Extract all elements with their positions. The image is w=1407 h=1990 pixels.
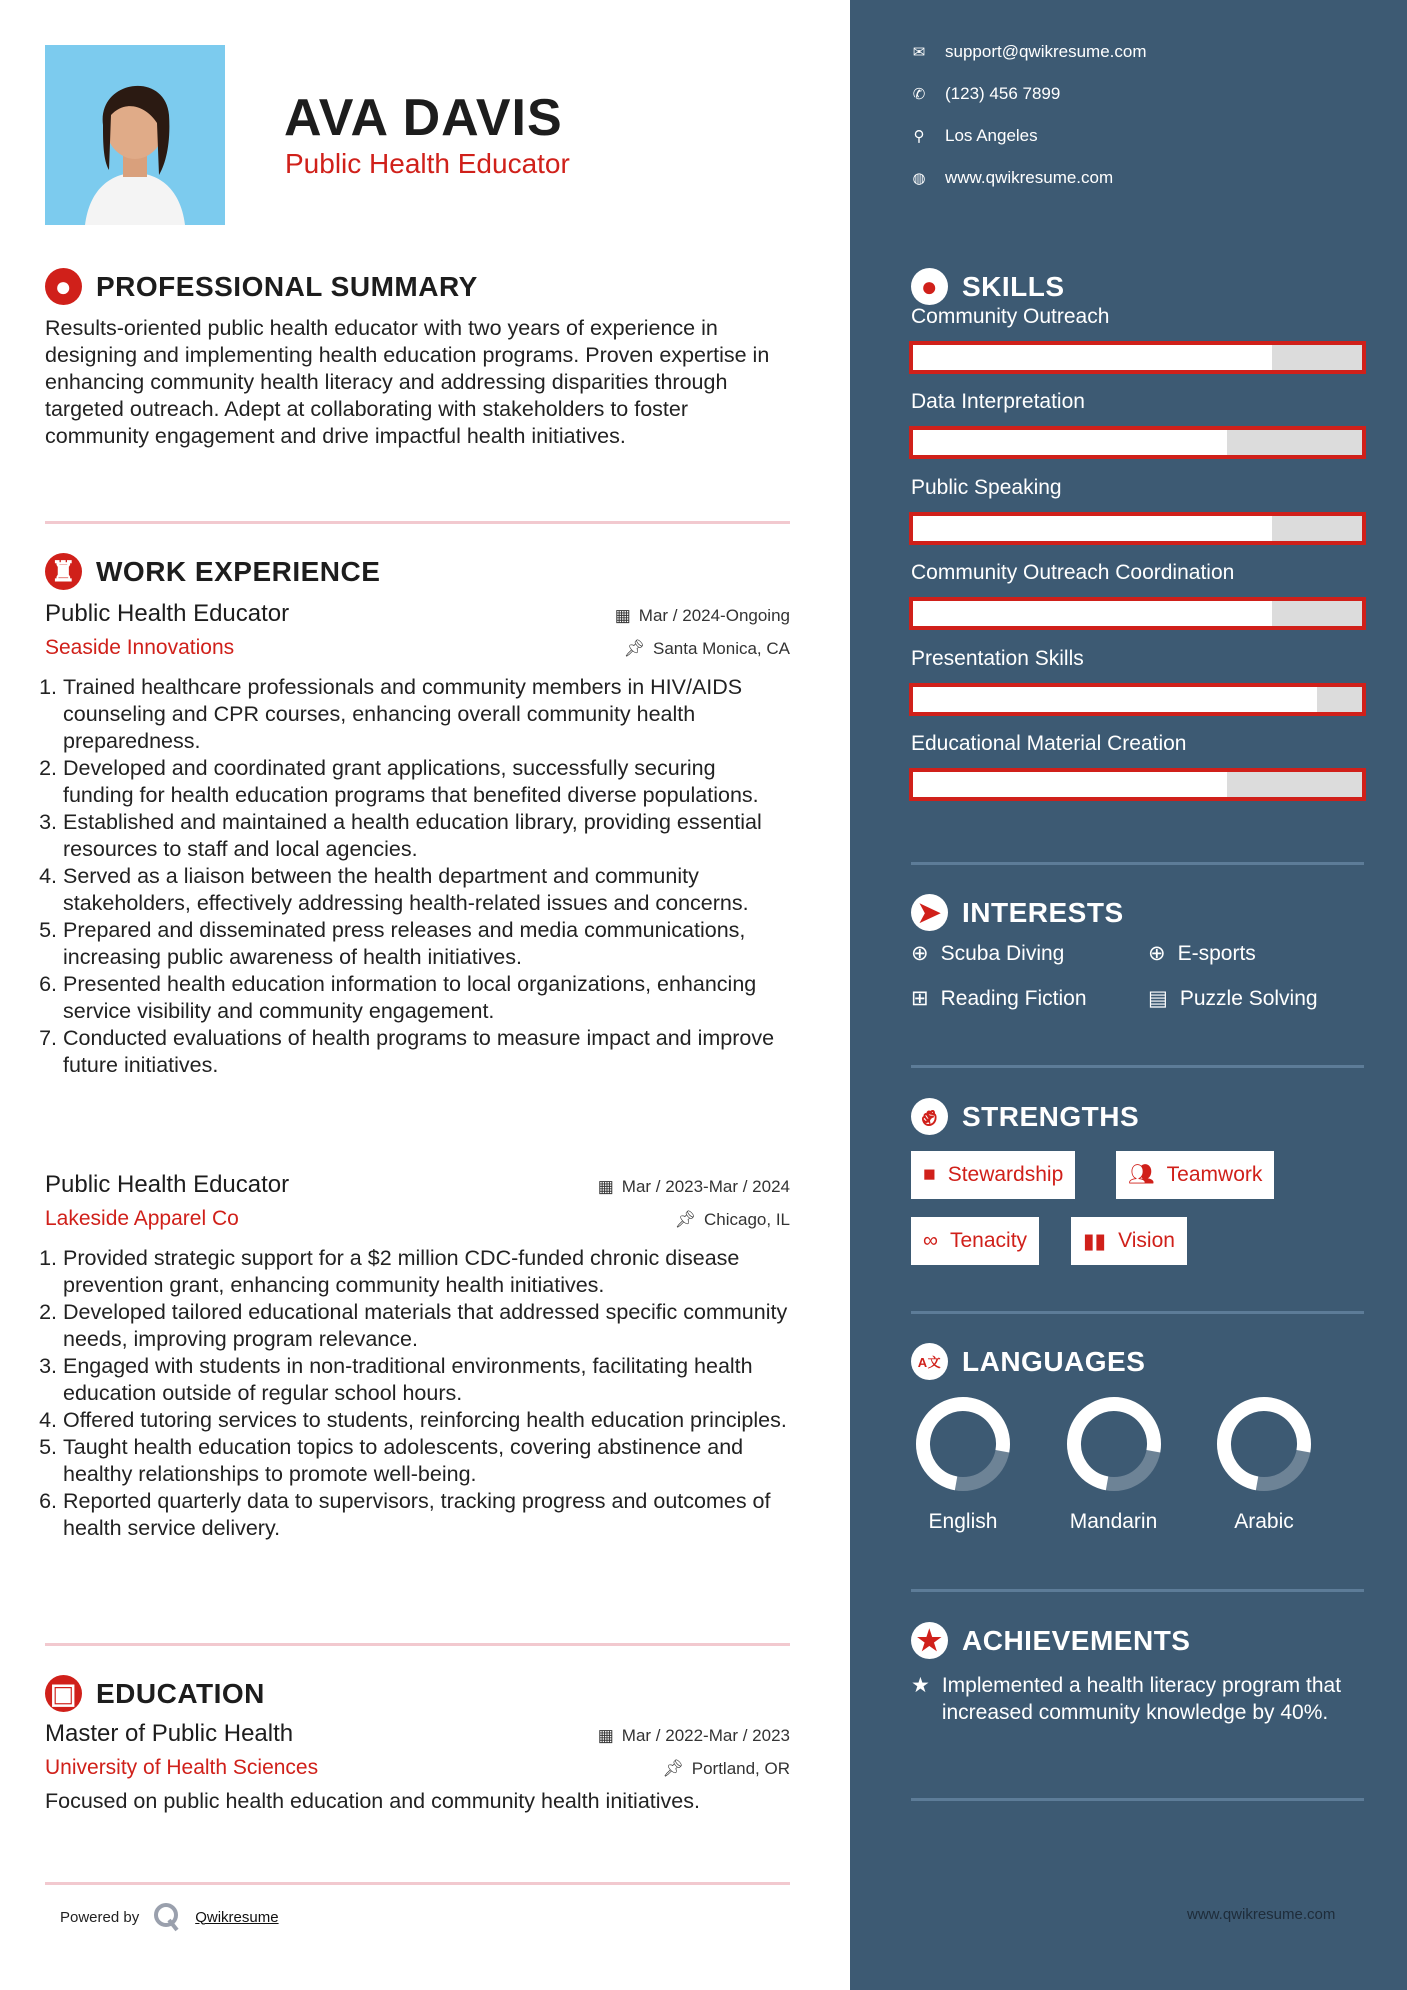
skill-bar-fill (913, 345, 1272, 370)
list-item: 5. Prepared and disseminated press releases and media communications, increasing public awareness of health initiatives. (63, 917, 790, 971)
list-item: 4. Offered tutoring services to students, reinforcing health education principles. (63, 1407, 790, 1434)
job-location-text: Chicago, IL (704, 1210, 790, 1229)
achievements-heading-text: ACHIEVEMENTS (962, 1624, 1191, 1656)
job-location (674, 1210, 790, 1230)
interest-label: Reading Fiction (940, 986, 1087, 1010)
interest-item (1148, 986, 1318, 1011)
star-badge-icon: ★ (911, 1622, 948, 1659)
strength-chip (1071, 1217, 1187, 1265)
divider (911, 862, 1364, 865)
phone-icon: ✆ (912, 86, 926, 103)
skill-bar (909, 512, 1366, 545)
language-donut (1214, 1394, 1314, 1494)
skill-bar-fill (913, 516, 1272, 541)
interest-label: E-sports (1177, 941, 1256, 965)
binoculars-icon: ▮▮ (1083, 1229, 1107, 1253)
qwikresume-logo-icon (153, 1902, 181, 1932)
skill-label: Community Outreach Coordination (911, 561, 1235, 585)
interests-heading-text: INTERESTS (962, 896, 1124, 928)
gamepad-icon: ⊞ (911, 987, 929, 1010)
divider (911, 1798, 1364, 1801)
achievement-item (911, 1672, 1351, 1726)
language-label: English (928, 1510, 998, 1533)
paper-plane-icon: ➤ (911, 894, 948, 931)
strength-label: Tenacity (949, 1229, 1028, 1252)
job-date-text: Mar / 2024-Ongoing (638, 606, 790, 625)
list-item: 3. Established and maintained a health education library, providing essential resources to staff and local agencies. (63, 809, 790, 863)
education-location: Portland, OR (691, 1759, 790, 1778)
divider (911, 1065, 1364, 1068)
skills-heading-text: SKILLS (962, 270, 1065, 302)
language-label: Arabic (1234, 1510, 1294, 1533)
skill-bar-fill (913, 601, 1272, 626)
summary-text: Results-oriented public health educator with two years of experience in designing and implementing health education programs. Proven expertise in enhancing community health literacy and addressing disparities through targeted outreach. Adept at collaborating with stakeholders to foster community engagement and drive impactful health initiatives. (45, 316, 770, 448)
globe-icon: ◍ (912, 170, 926, 187)
summary-heading (45, 268, 478, 305)
achievement-text: Implemented a health literacy program that increased community knowledge by 40%. (941, 1674, 1342, 1724)
list-item: 4. Served as a liaison between the health department and community stakeholders, effectively addressing health-related issues and concerns. (63, 863, 790, 917)
calendar-icon: ▦ (614, 606, 631, 625)
list-item: 1. Provided strategic support for a $2 million CDC-funded chronic disease prevention grant, enhancing community health initiatives. (63, 1245, 790, 1299)
skill-bar (909, 426, 1366, 459)
list-item: 7. Conducted evaluations of health programs to measure impact and improve future initiatives. (63, 1025, 790, 1079)
map-pin-icon: ⚲ (913, 128, 925, 145)
contact-website (911, 168, 1113, 188)
lightbulb-icon: ● (911, 268, 948, 305)
job-title: Public Health Educator (45, 600, 290, 627)
job-location (623, 639, 790, 659)
divider (45, 1882, 790, 1885)
job-bullets (45, 1245, 790, 1542)
company-name: Lakeside Apparel Co (45, 1207, 239, 1230)
interests-heading (911, 894, 1124, 931)
skill-bar-fill (913, 430, 1227, 455)
education-heading-text: EDUCATION (96, 1677, 265, 1709)
language-donut (1064, 1394, 1164, 1494)
job-date (615, 606, 790, 626)
interest-item (1148, 941, 1256, 966)
profile-photo (45, 45, 225, 225)
job-entry (45, 600, 790, 1079)
life-ring-icon: ⊕ (911, 942, 929, 965)
translate-icon: A文 (911, 1343, 948, 1380)
pin-icon: 📌︎ (623, 639, 645, 658)
calendar-icon: ▦ (597, 1726, 614, 1745)
divider (45, 521, 790, 524)
briefcase-icon: ■ (923, 1163, 936, 1186)
education-entry (45, 1720, 790, 1815)
languages-heading-text: LANGUAGES (962, 1345, 1146, 1377)
skill-label: Data Interpretation (911, 390, 1085, 414)
powered-by-text: Powered by (60, 1908, 140, 1926)
work-heading-text: WORK EXPERIENCE (96, 555, 381, 587)
skill-label: Public Speaking (911, 475, 1062, 499)
list-item: 1. Trained healthcare professionals and community members in HIV/AIDS counseling and CPR courses, enhancing overall community health preparedness. (63, 674, 790, 755)
phone-text: (123) 456 7899 (945, 84, 1061, 103)
strength-chip (911, 1217, 1039, 1265)
star-icon: ★ (911, 1674, 930, 1697)
graduation-icon: ▣ (45, 1675, 82, 1712)
list-item: 2. Developed tailored educational materials that addressed specific community needs, improving program relevance. (63, 1299, 790, 1353)
email-text: support@qwikresume.com (945, 42, 1147, 61)
language-label: Mandarin (1069, 1510, 1158, 1533)
languages-heading (911, 1343, 1145, 1380)
list-item: 3. Engaged with students in non-traditional environments, facilitating health education outside of regular school hours. (63, 1353, 790, 1407)
skills-heading (911, 268, 1065, 305)
job-title: Public Health Educator (45, 1171, 290, 1198)
fist-icon: ✊︎ (911, 1098, 948, 1135)
list-item: 2. Developed and coordinated grant applications, successfully securing funding for health education programs that benefited diverse populations. (63, 755, 790, 809)
qwikresume-link[interactable]: Qwikresume (195, 1908, 279, 1926)
user-icon: ● (45, 268, 82, 305)
book-icon: ▤ (1148, 987, 1168, 1010)
strengths-heading (911, 1098, 1139, 1135)
contact-location (911, 126, 1038, 146)
divider (911, 1311, 1364, 1314)
job-location-text: Santa Monica, CA (652, 639, 790, 658)
job-date (598, 1177, 790, 1197)
list-item: 5. Taught health education topics to adolescents, covering abstinence and healthy relationships to promote well-being. (63, 1434, 790, 1488)
website-text: www.qwikresume.com (945, 168, 1114, 187)
school: University of Health Sciences (45, 1756, 319, 1779)
skill-label: Community Outreach (911, 305, 1110, 328)
briefcase-chair-icon: ♜ (45, 553, 82, 590)
users-icon: 👥︎ (1128, 1163, 1155, 1186)
contact-phone (911, 84, 1060, 104)
education-description: Focused on public health education and community health initiatives. (45, 1789, 700, 1813)
job-date-text: Mar / 2023-Mar / 2024 (621, 1177, 790, 1196)
strength-label: Vision (1118, 1229, 1175, 1252)
education-heading (45, 1675, 265, 1712)
work-heading (45, 553, 380, 590)
skill-bar (909, 341, 1366, 374)
candidate-title: Public Health Educator (285, 148, 570, 179)
interest-item (911, 986, 1087, 1011)
skill-label: Presentation Skills (911, 646, 1084, 670)
list-item: 6. Reported quarterly data to supervisors, tracking progress and outcomes of health service delivery. (63, 1488, 790, 1542)
pin-icon: 📌︎ (662, 1759, 684, 1778)
job-entry (45, 1171, 790, 1542)
degree: Master of Public Health (45, 1720, 294, 1747)
divider (911, 1589, 1364, 1592)
candidate-name: AVA DAVIS (284, 89, 563, 147)
skill-bar (909, 597, 1366, 630)
location-text: Los Angeles (945, 126, 1038, 145)
powered-by (60, 1902, 279, 1932)
education-date: Mar / 2022-Mar / 2023 (621, 1726, 790, 1745)
strength-chip (1116, 1151, 1274, 1199)
company-name: Seaside Innovations (45, 636, 235, 659)
strength-chip (911, 1151, 1075, 1199)
skill-bar (909, 768, 1366, 801)
interest-label: Puzzle Solving (1179, 986, 1318, 1010)
divider (45, 1643, 790, 1646)
interest-label: Scuba Diving (940, 941, 1065, 965)
strength-label: Stewardship (947, 1163, 1064, 1186)
summary-heading-text: PROFESSIONAL SUMMARY (96, 270, 478, 302)
strength-label: Teamwork (1166, 1163, 1263, 1186)
life-ring-icon: ⊕ (1148, 942, 1166, 965)
calendar-icon: ▦ (597, 1177, 614, 1196)
strengths-heading-text: STRENGTHS (962, 1100, 1140, 1132)
skill-bar-fill (913, 772, 1227, 797)
skill-label: Educational Material Creation (911, 732, 1187, 755)
job-bullets (45, 674, 790, 1079)
footer-url: www.qwikresume.com (1187, 1906, 1336, 1923)
pin-icon: 📌︎ (674, 1210, 696, 1229)
achievements-heading (911, 1622, 1190, 1659)
envelope-icon: ✉ (912, 44, 926, 61)
list-item: 6. Presented health education information to local organizations, enhancing service visibility and community engagement. (63, 971, 790, 1025)
skill-bar (909, 683, 1366, 716)
link-icon: ∞ (923, 1229, 938, 1252)
interest-item (911, 941, 1064, 966)
contact-email (911, 42, 1147, 62)
language-donut (913, 1394, 1013, 1494)
skill-bar-fill (913, 687, 1317, 712)
